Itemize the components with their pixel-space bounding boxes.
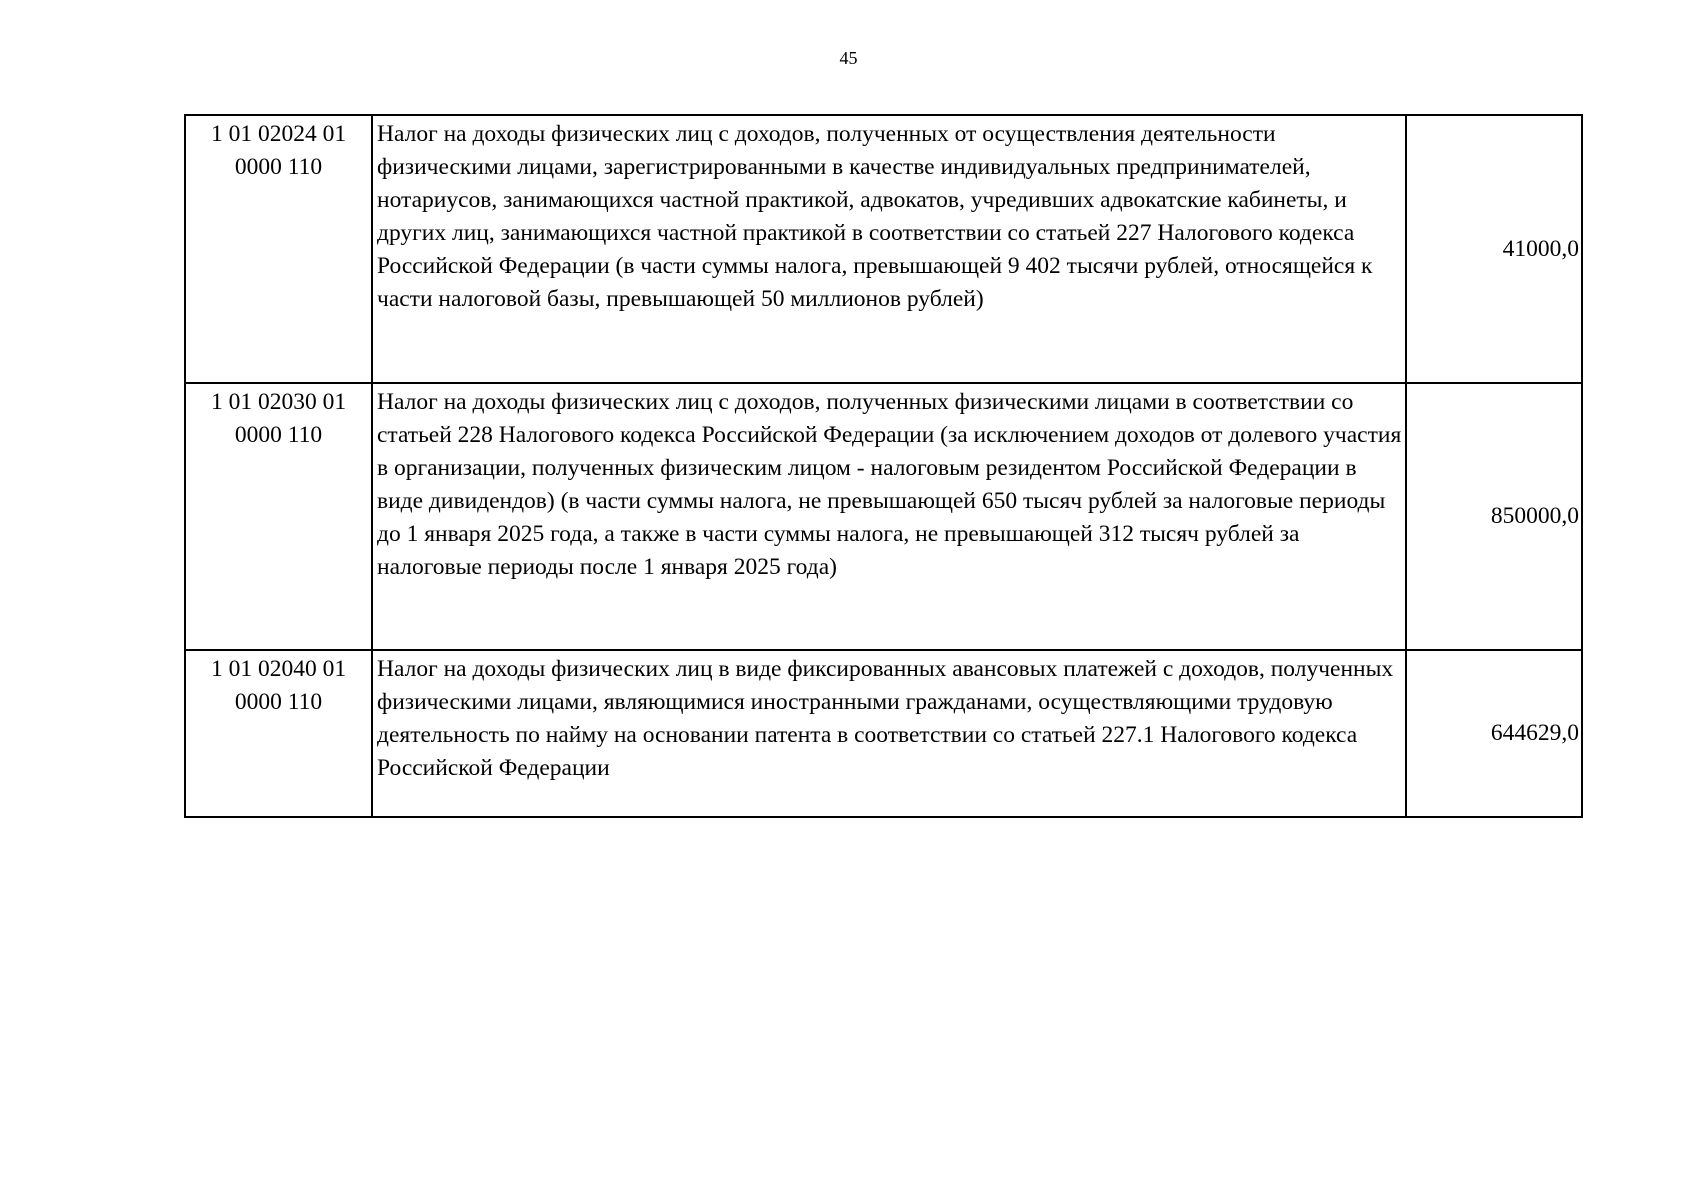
table-row xyxy=(185,383,1582,650)
revenue-amount: 850000,0 xyxy=(1406,383,1582,650)
budget-classification-code: 1 01 02030 01 0000 110 xyxy=(185,383,372,650)
table-row xyxy=(185,650,1582,817)
revenue-name: Налог на доходы физических лиц с доходов, полученных от осуществления деятельности физическими лицами, зарегистрированными в качестве индивидуальных предпринимателей, нотариусов, занимающихся частной практикой, адвокатов, учредивших адвокатские кабинеты, и других лиц, занимающихся частной практикой в соответствии со статьей 227 Налогового кодекса Российской Федерации (в части суммы налога, превышающей 9 402 тысячи рублей, относящейся к части налоговой базы, превышающей 50 миллионов рублей) xyxy=(372,115,1406,383)
budget-classification-code: 1 01 02024 01 0000 110 xyxy=(185,115,372,383)
revenue-name: Налог на доходы физических лиц с доходов, полученных физическими лицами в соответствии со статьей 228 Налогового кодекса Российской Федерации (за исключением доходов от долевого участия в организации, полученных физическим лицом - налоговым резидентом Российской Федерации в виде дивидендов) (в части суммы налога, не превышающей 650 тысяч рублей за налоговые периоды до 1 января 2025 года, а также в части суммы налога, не превышающей 312 тысяч рублей за налоговые периоды после 1 января 2025 года) xyxy=(372,383,1406,650)
page-number: 45 xyxy=(839,48,858,68)
revenue-amount: 644629,0 xyxy=(1406,650,1582,817)
revenue-name: Налог на доходы физических лиц в виде фиксированных авансовых платежей с доходов, полученных физическими лицами, являющимися иностранными гражданами, осуществляющими трудовую деятельность по найму на основании патента в соответствии со статьей 227.1 Налогового кодекса Российской Федерации xyxy=(372,650,1406,817)
revenue-table xyxy=(184,114,1583,818)
revenue-amount: 41000,0 xyxy=(1406,115,1582,383)
budget-classification-code: 1 01 02040 01 0000 110 xyxy=(185,650,372,817)
table-row xyxy=(185,115,1582,383)
